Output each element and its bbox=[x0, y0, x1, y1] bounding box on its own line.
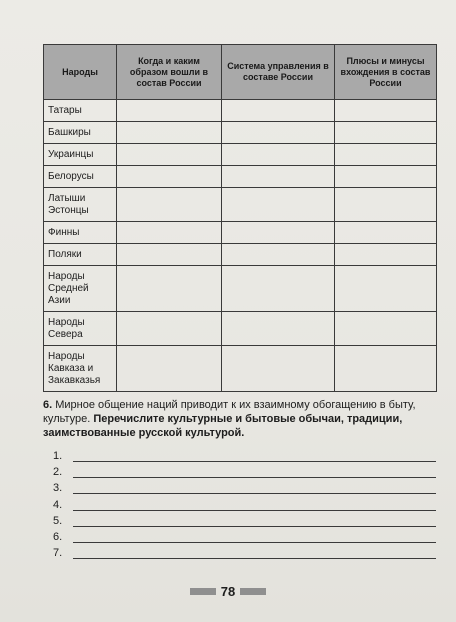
task-instruction: Перечислите культурные и бытовые обычаи, традиции, заимствованные русской культурой. bbox=[43, 413, 403, 439]
nation-cell bbox=[44, 144, 117, 166]
answer-line-number: 6. bbox=[53, 530, 63, 543]
answer-rule bbox=[73, 510, 436, 511]
answer-cell[interactable] bbox=[117, 312, 222, 346]
answer-cell[interactable] bbox=[222, 312, 335, 346]
answer-cell[interactable] bbox=[222, 166, 335, 188]
answer-cell[interactable] bbox=[117, 346, 222, 392]
table-row bbox=[44, 346, 437, 392]
nation-cell bbox=[44, 122, 117, 144]
nation-line: Народы bbox=[48, 270, 85, 282]
header-when-how: Когда и каким образом вошли в состав России bbox=[117, 45, 222, 100]
nation-line: Севера bbox=[48, 328, 83, 340]
table-row bbox=[44, 166, 437, 188]
answer-rule bbox=[73, 558, 436, 559]
answer-line[interactable] bbox=[53, 481, 436, 497]
answer-cell[interactable] bbox=[335, 244, 437, 266]
answer-rule bbox=[73, 461, 436, 462]
nation-line: Средней bbox=[48, 282, 89, 294]
nation-line: Башкиры bbox=[48, 126, 91, 138]
nation-line: Азии bbox=[48, 294, 71, 306]
table-row bbox=[44, 312, 437, 346]
answer-cell[interactable] bbox=[117, 188, 222, 222]
answer-cell[interactable] bbox=[222, 266, 335, 312]
answer-cell[interactable] bbox=[335, 266, 437, 312]
nations-table bbox=[43, 44, 437, 392]
answer-line[interactable] bbox=[53, 465, 436, 481]
nation-line: Финны bbox=[48, 226, 80, 238]
nation-cell bbox=[44, 100, 117, 122]
answer-line[interactable] bbox=[53, 498, 436, 514]
header-pros-cons: Плюсы и минусы вхождения в состав России bbox=[335, 45, 437, 100]
answer-cell[interactable] bbox=[222, 144, 335, 166]
answer-cell[interactable] bbox=[117, 100, 222, 122]
nation-line: Белорусы bbox=[48, 170, 94, 182]
answer-line[interactable] bbox=[53, 449, 436, 465]
answer-line-number: 4. bbox=[53, 498, 63, 511]
task-number: 6. bbox=[43, 399, 53, 411]
nation-line: Народы bbox=[48, 350, 85, 362]
nation-cell bbox=[44, 346, 117, 392]
answer-cell[interactable] bbox=[222, 100, 335, 122]
answer-rule bbox=[73, 526, 436, 527]
answer-line[interactable] bbox=[53, 546, 436, 562]
answer-cell[interactable] bbox=[222, 122, 335, 144]
answer-line-number: 5. bbox=[53, 514, 63, 527]
nation-cell bbox=[44, 244, 117, 266]
answer-rule bbox=[73, 542, 436, 543]
header-government-system: Система управления в составе России bbox=[222, 45, 335, 100]
answer-cell[interactable] bbox=[335, 166, 437, 188]
answer-cell[interactable] bbox=[222, 244, 335, 266]
task-intro: Мирное общение наций приводит к их взаимному обогащению в быту, культуре. bbox=[43, 399, 416, 425]
table-row bbox=[44, 100, 437, 122]
table-row bbox=[44, 144, 437, 166]
table-row bbox=[44, 122, 437, 144]
table-row bbox=[44, 222, 437, 244]
page-number-text: 78 bbox=[220, 584, 236, 600]
table-header-row bbox=[44, 45, 437, 100]
answer-cell[interactable] bbox=[117, 122, 222, 144]
nation-cell bbox=[44, 222, 117, 244]
answer-rule bbox=[73, 477, 436, 478]
nation-cell bbox=[44, 266, 117, 312]
task-6-text bbox=[43, 398, 436, 440]
nation-cell bbox=[44, 312, 117, 346]
answer-rule bbox=[73, 493, 436, 494]
nation-line: Латыши bbox=[48, 192, 86, 204]
page-number-bar-right bbox=[240, 588, 266, 595]
nation-line: Кавказа и bbox=[48, 362, 94, 374]
answer-cell[interactable] bbox=[117, 266, 222, 312]
answer-cell[interactable] bbox=[335, 188, 437, 222]
nation-line: Татары bbox=[48, 104, 82, 116]
answer-cell[interactable] bbox=[117, 244, 222, 266]
answer-line-number: 7. bbox=[53, 547, 63, 560]
answer-lines bbox=[53, 449, 436, 562]
nation-line: Украинцы bbox=[48, 148, 94, 160]
answer-line[interactable] bbox=[53, 514, 436, 530]
nation-line: Закавказья bbox=[48, 374, 101, 386]
answer-line-number: 1. bbox=[53, 450, 63, 462]
nation-line: Эстонцы bbox=[48, 204, 89, 216]
answer-cell[interactable] bbox=[117, 222, 222, 244]
answer-cell[interactable] bbox=[335, 312, 437, 346]
nation-line: Поляки bbox=[48, 248, 82, 260]
answer-cell[interactable] bbox=[117, 144, 222, 166]
answer-line-number: 2. bbox=[53, 466, 63, 479]
page-number bbox=[0, 583, 456, 599]
answer-cell[interactable] bbox=[335, 346, 437, 392]
answer-cell[interactable] bbox=[335, 122, 437, 144]
answer-cell[interactable] bbox=[335, 144, 437, 166]
answer-cell[interactable] bbox=[335, 222, 437, 244]
nation-cell bbox=[44, 166, 117, 188]
answer-cell[interactable] bbox=[117, 166, 222, 188]
nation-cell bbox=[44, 188, 117, 222]
answer-cell[interactable] bbox=[222, 222, 335, 244]
page-number-bar-left bbox=[190, 588, 216, 595]
nation-line: Народы bbox=[48, 316, 85, 328]
answer-cell[interactable] bbox=[335, 100, 437, 122]
answer-line[interactable] bbox=[53, 530, 436, 546]
answer-cell[interactable] bbox=[222, 188, 335, 222]
table-row bbox=[44, 244, 437, 266]
table-row bbox=[44, 188, 437, 222]
answer-cell[interactable] bbox=[222, 346, 335, 392]
answer-line-number: 3. bbox=[53, 482, 63, 495]
table-row bbox=[44, 266, 437, 312]
header-nations: Народы bbox=[44, 45, 117, 100]
